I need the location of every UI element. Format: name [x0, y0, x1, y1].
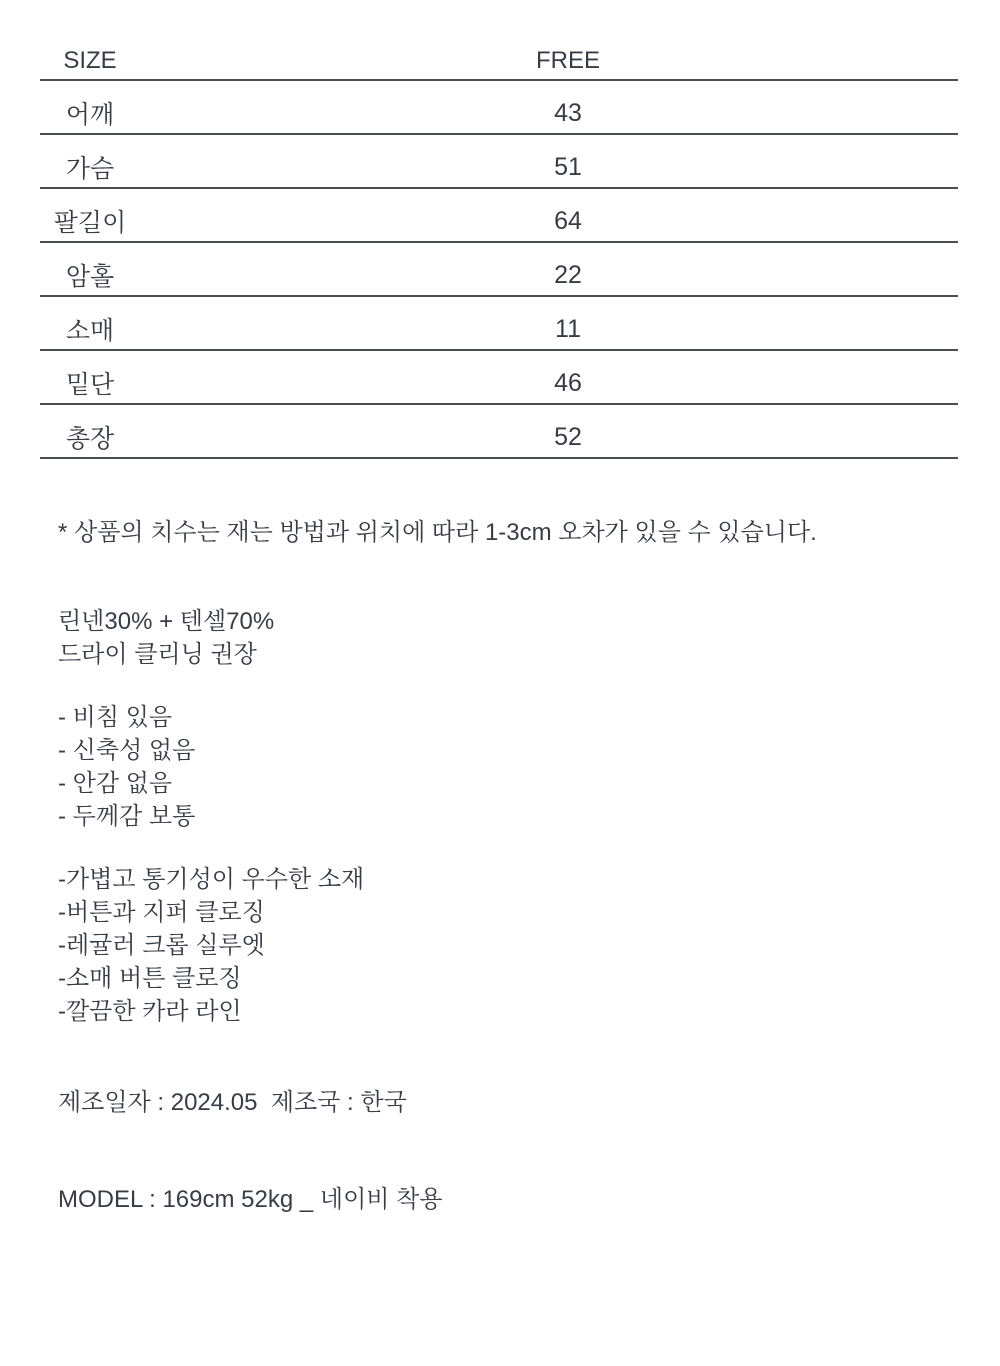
- size-row-value: 22: [554, 260, 582, 289]
- size-row-value: 46: [554, 368, 582, 397]
- list-item: - 두께감 보통: [58, 803, 196, 830]
- size-row-value: 52: [554, 422, 582, 451]
- measurement-tolerance-note: * 상품의 치수는 재는 방법과 위치에 따라 1-3cm 오차가 있을 수 있습니다.: [58, 519, 817, 546]
- table-row: [40, 135, 958, 189]
- table-row: [40, 243, 958, 297]
- product-description: [58, 516, 960, 1216]
- size-row-label: 총장: [65, 425, 115, 453]
- size-row-label: 암홀: [65, 263, 115, 291]
- list-item: -소매 버튼 클로징: [58, 965, 242, 992]
- size-row-label: 어깨: [65, 101, 115, 129]
- size-row-value: 64: [554, 206, 582, 235]
- table-row: [40, 81, 958, 135]
- fabric-composition: 린넨30% + 텐셀70%: [58, 608, 275, 635]
- size-row-value: 11: [555, 314, 581, 343]
- list-item: - 신축성 없음: [58, 737, 196, 764]
- size-row-value: 43: [554, 98, 582, 127]
- table-row: [40, 297, 958, 351]
- table-row: [40, 405, 958, 459]
- model-info: MODEL : 169cm 52kg _ 네이비 착용: [58, 1186, 443, 1213]
- size-row-label: 가슴: [65, 155, 115, 183]
- product-features-list: [58, 863, 960, 1028]
- size-row-label: 팔길이: [53, 209, 127, 237]
- table-row: [40, 189, 958, 243]
- fabric-info: [58, 605, 960, 671]
- table-row: [40, 351, 958, 405]
- list-item: - 비침 있음: [58, 704, 173, 731]
- size-row-value: 51: [554, 152, 582, 181]
- list-item: -레귤러 크롭 실루엣: [58, 932, 265, 959]
- size-table-header-free: FREE: [535, 47, 600, 74]
- size-table-header-row: [40, 43, 958, 81]
- size-table-header-size: SIZE: [63, 47, 117, 74]
- fabric-properties-list: [58, 701, 960, 833]
- size-row-label: 밑단: [65, 371, 115, 399]
- list-item: -버튼과 지퍼 클로징: [58, 899, 265, 926]
- list-item: -가볍고 통기성이 우수한 소재: [58, 866, 365, 893]
- care-instruction: 드라이 클리닝 권장: [58, 641, 257, 668]
- manufacture-info: 제조일자 : 2024.05 제조국 : 한국: [58, 1089, 407, 1116]
- list-item: -깔끔한 카라 라인: [58, 998, 242, 1025]
- list-item: - 안감 없음: [58, 770, 173, 797]
- size-table: [40, 43, 958, 459]
- size-row-label: 소매: [65, 317, 115, 345]
